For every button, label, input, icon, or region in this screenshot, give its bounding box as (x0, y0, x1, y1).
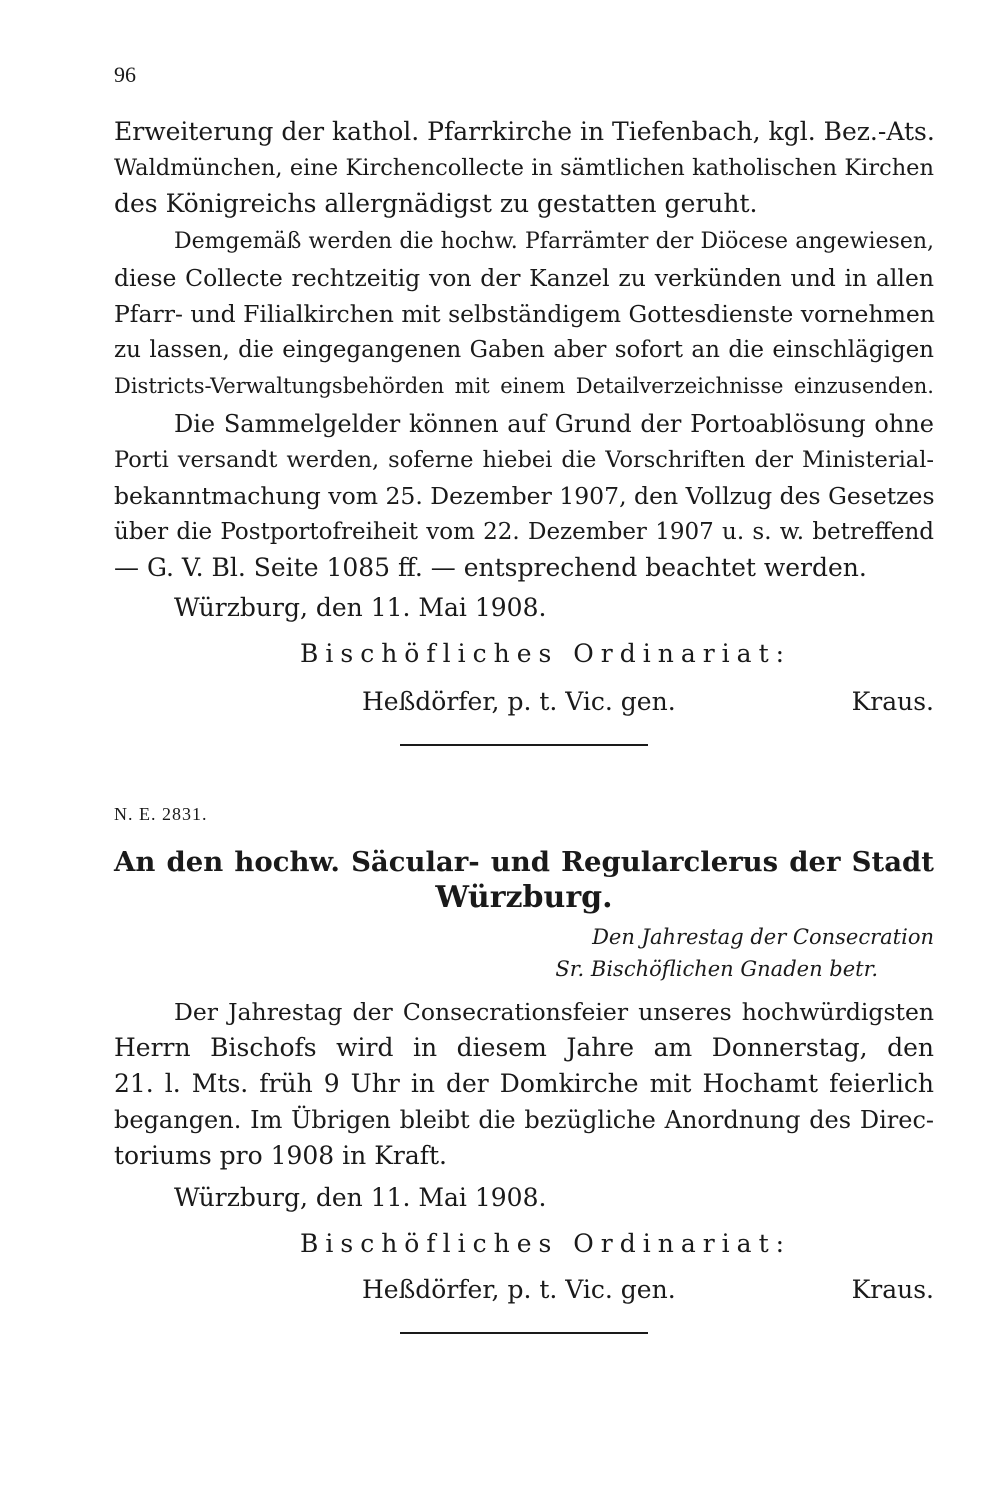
s2-reference-number: N. E. 2831. (114, 804, 208, 824)
s2-regarding-line-2: Sr. Bischöflichen Gnaden betr. (555, 957, 878, 981)
s2-p1-line-4: begangen. Im Übrigen bleibt die bezügliche Anordnung des Direc- (114, 1106, 934, 1134)
s1-p3-line-5: — G. V. Bl. Seite 1085 ff. — entsprechend beachtet werden. (114, 553, 867, 582)
section-divider-1 (400, 744, 648, 746)
s2-p1-line-3: 21. l. Mts. früh 9 Uhr in der Domkirche mit Hochamt feierlich (114, 1069, 934, 1098)
s2-p1-line-5: toriums pro 1908 in Kraft. (114, 1141, 447, 1170)
s1-signature-vicar: Heßdörfer, p. t. Vic. gen. (362, 687, 676, 716)
s2-p1-line-1: Der Jahrestag der Consecrationsfeier unseres hochwürdigsten (174, 998, 934, 1026)
s1-p3-line-2: Porti versandt werden, soferne hiebei die Vorschriften der Ministerial- (114, 447, 934, 473)
s2-signature-vicar: Heßdörfer, p. t. Vic. gen. (362, 1275, 676, 1304)
s1-signature-kraus: Kraus. (851, 687, 934, 716)
s2-signature-kraus: Kraus. (851, 1275, 934, 1304)
s1-place-date: Würzburg, den 11. Mai 1908. (174, 593, 547, 622)
s1-p2-line-3: Pfarr- und Filialkirchen mit selbständigem Gottesdienste vornehmen (114, 300, 935, 328)
s1-p2-line-2: diese Collecte rechtzeitig von der Kanzel zu verkünden und in allen (114, 264, 934, 292)
s2-place-date: Würzburg, den 11. Mai 1908. (174, 1183, 547, 1212)
s2-heading-line-2: Würzburg. (435, 880, 613, 915)
s1-p3-line-4: über die Postportofreiheit vom 22. Dezember 1907 u. s. w. betreffend (114, 519, 934, 545)
s1-p1-line-1: Erweiterung der kathol. Pfarrkirche in Tiefenbach, kgl. Bez.-Ats. (114, 117, 935, 146)
s2-office: Bischöfliches Ordinariat: (300, 1229, 792, 1258)
section-divider-2 (400, 1332, 648, 1334)
s1-p3-line-1: Die Sammelgelder können auf Grund der Portoablösung ohne (174, 410, 934, 438)
s1-office: Bischöfliches Ordinariat: (300, 639, 792, 668)
s1-p2-line-1: Demgemäß werden die hochw. Pfarrämter der Diöcese angewiesen, (174, 229, 934, 254)
s2-heading-line-1: An den hochw. Säcular- und Regularclerus der Stadt (114, 846, 934, 878)
page-number: 96 (114, 62, 136, 87)
s1-p1-line-2: Waldmünchen, eine Kirchencollecte in sämtlichen katholischen Kirchen (114, 155, 934, 181)
s2-regarding-line-1: Den Jahrestag der Consecration (592, 925, 934, 949)
s1-p2-line-4: zu lassen, die eingegangenen Gaben aber sofort an die einschlägigen (114, 337, 934, 363)
s2-p1-line-2: Herrn Bischofs wird in diesem Jahre am Donnerstag, den (114, 1033, 934, 1062)
s1-p1-line-3: des Königreichs allergnädigst zu gestatten geruht. (114, 189, 758, 218)
s1-p2-line-5: Districts-Verwaltungsbehörden mit einem Detailverzeichnisse einzusenden. (114, 374, 934, 398)
s1-p3-line-3: bekanntmachung vom 25. Dezember 1907, den Vollzug des Gesetzes (114, 482, 935, 510)
